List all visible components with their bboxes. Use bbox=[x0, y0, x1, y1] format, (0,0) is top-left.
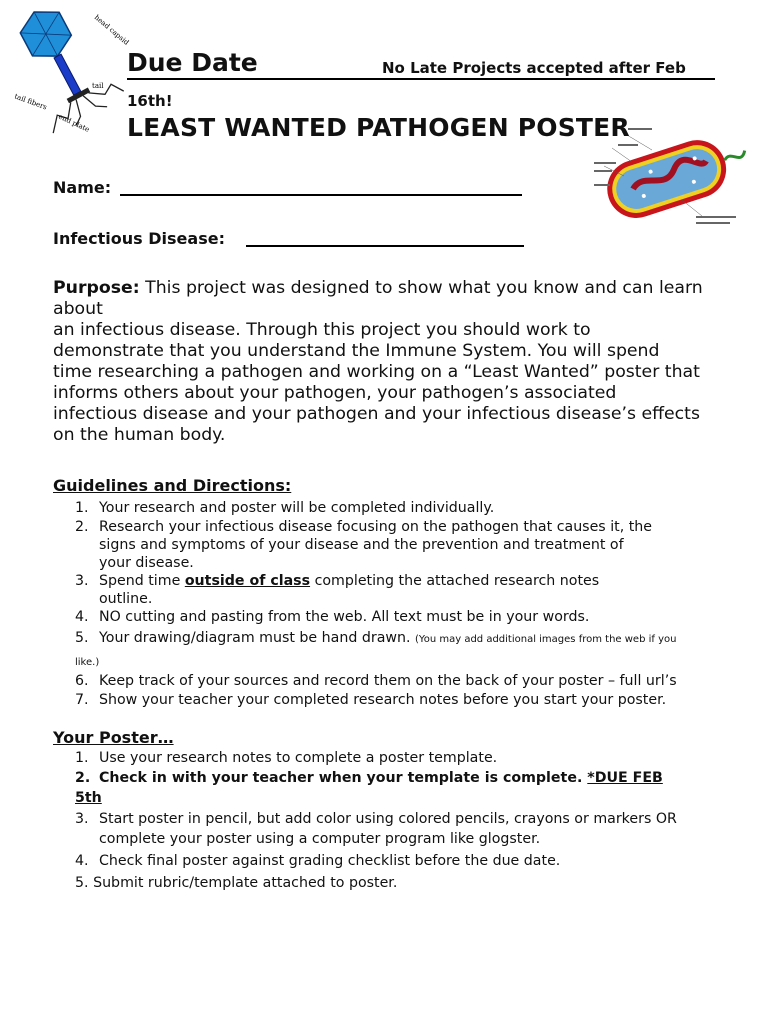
list-item-cont: signs and symptoms of your disease and the prevention and treatment of bbox=[99, 537, 624, 553]
list-item-cont: 5th bbox=[75, 790, 102, 806]
due-date-label: Due Date bbox=[127, 48, 258, 77]
late-policy-note: No Late Projects accepted after Feb bbox=[382, 59, 686, 77]
purpose-line: This project was designed to show what you know and can learn bbox=[145, 278, 703, 298]
purpose-line: time researching a pathogen and working on a “Least Wanted” poster that bbox=[53, 362, 700, 382]
purpose-line: informs others about your pathogen, your pathogen’s associated bbox=[53, 383, 617, 403]
poster-steps-list bbox=[75, 749, 735, 894]
purpose-line: an infectious disease. Through this project you should work to bbox=[53, 320, 591, 340]
list-item-cont: complete your poster using a computer program like glogster. bbox=[99, 831, 541, 847]
list-item-cont: your disease. bbox=[99, 555, 194, 571]
list-item: 1. Use your research notes to complete a poster template. bbox=[75, 750, 498, 766]
list-item: 5. Your drawing/diagram must be hand drawn. (You may add additional images from the web if you bbox=[75, 630, 677, 646]
purpose-line: on the human body. bbox=[53, 425, 226, 445]
bacteriophage-illustration bbox=[6, 2, 131, 134]
guidelines-heading: Guidelines and Directions: bbox=[53, 476, 292, 495]
virus-label-fibers: tail fibers bbox=[13, 92, 48, 112]
list-item: 4. NO cutting and pasting from the web. All text must be in your words. bbox=[75, 609, 590, 625]
poster-heading: Your Poster… bbox=[53, 728, 174, 747]
list-item: 3. Start poster in pencil, but add color using colored pencils, crayons or markers OR bbox=[75, 811, 677, 827]
purpose-label: Purpose: bbox=[53, 278, 140, 298]
virus-label-head: head capsid bbox=[92, 13, 131, 47]
name-field[interactable] bbox=[120, 194, 522, 196]
virus-label-plate: end plate bbox=[57, 112, 91, 134]
list-item: 4. Check final poster against grading checklist before the due date. bbox=[75, 853, 561, 869]
list-item: 3. Spend time outside of class completing the attached research notes bbox=[75, 573, 600, 589]
list-item: 6. Keep track of your sources and record them on the back of your poster – full url’s bbox=[75, 673, 677, 689]
infectious-disease-label: Infectious Disease: bbox=[53, 229, 225, 248]
infectious-disease-field[interactable] bbox=[246, 245, 524, 247]
list-item: 2. Check in with your teacher when your template is complete. *DUE FEB bbox=[75, 770, 663, 786]
page-title: LEAST WANTED PATHOGEN POSTER bbox=[127, 113, 630, 142]
list-item: 5. Submit rubric/template attached to poster. bbox=[75, 875, 398, 891]
purpose-line: demonstrate that you understand the Immune System. You will spend bbox=[53, 341, 660, 361]
purpose-line: about bbox=[53, 299, 103, 319]
purpose-paragraph bbox=[53, 278, 728, 446]
guidelines-list bbox=[75, 499, 735, 714]
list-item-cont: outline. bbox=[99, 591, 153, 607]
virus-label-tail: tail bbox=[92, 82, 104, 90]
due-date-line bbox=[127, 78, 715, 80]
list-item: 7. Show your teacher your completed research notes before you start your poster. bbox=[75, 692, 667, 708]
list-item: 1. Your research and poster will be completed individually. bbox=[75, 500, 495, 516]
name-label: Name: bbox=[53, 178, 112, 197]
late-policy-note-cont: 16th! bbox=[127, 92, 173, 110]
purpose-line: infectious disease and your pathogen and your infectious disease’s effects bbox=[53, 404, 700, 424]
list-item: 2. Research your infectious disease focusing on the pathogen that causes it, the bbox=[75, 519, 653, 535]
list-item-cont: like.) bbox=[75, 657, 100, 668]
